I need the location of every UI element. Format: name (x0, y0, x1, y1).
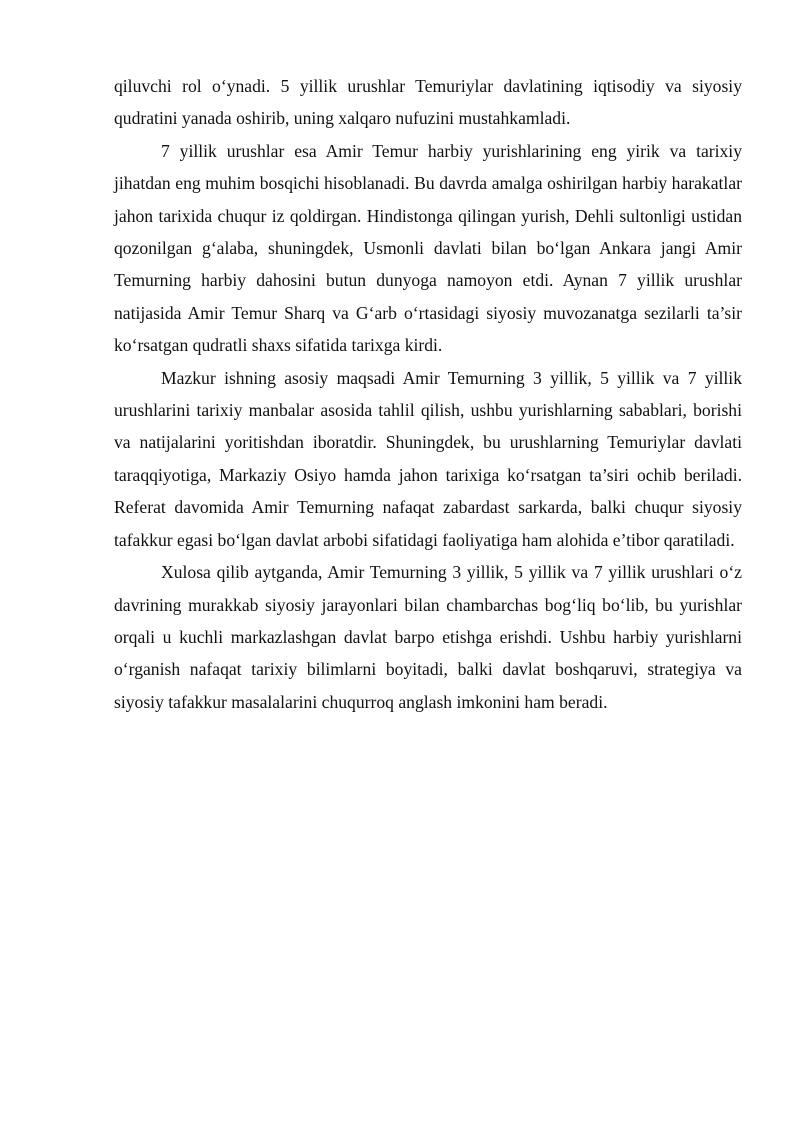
paragraph-4: Xulosa qilib aytganda, Amir Temurning 3 yillik, 5 yillik va 7 yillik urushlari o‘z davrining murakkab siyosiy jarayonlari bilan chambarchas bog‘liq bo‘lib, bu yurishlar orqali u kuchli markazlashgan davlat barpo etishga erishdi. Ushbu harbiy yurishlarni o‘rganish nafaqat tarixiy bilimlarni boyitadi, balki davlat boshqaruvi, strategiya va siyosiy tafakkur masalalarini chuqurroq anglash imkonini ham beradi. (114, 562, 742, 712)
paragraph-3: Mazkur ishning asosiy maqsadi Amir Temurning 3 yillik, 5 yillik va 7 yillik urushlarini tarixiy manbalar asosida tahlil qilish, ushbu yurishlarning sabablari, borishi va natijalarini yoritishdan iboratdir. Shuningdek, bu urushlarning Temuriylar davlati taraqqiyotiga, Markaziy Osiyo hamda jahon tarixiga ko‘rsatgan ta’siri ochib beriladi. Referat davomida Amir Temurning nafaqat zabardast sarkarda, balki chuqur siyosiy tafakkur egasi bo‘lgan davlat arbobi sifatidagi faoliyatiga ham alohida e’tibor qaratiladi. (114, 367, 742, 550)
paragraph-1: qiluvchi rol o‘ynadi. 5 yillik urushlar Temuriylar davlatining iqtisodiy va siyosiy qudratini yanada oshirib, uning xalqaro nufuzini mustahkamladi. (114, 76, 742, 129)
document-body (114, 70, 742, 718)
paragraph-2: 7 yillik urushlar esa Amir Temur harbiy yurishlarining eng yirik va tarixiy jihatdan eng muhim bosqichi hisoblanadi. Bu davrda amalga oshirilgan harbiy harakatlar jahon tarixida chuqur iz qoldirgan. Hindistonga qilingan yurish, Dehli sultonligi ustidan qozonilgan g‘alaba, shuningdek, Usmonli davlati bilan bo‘lgan Ankara jangi Amir Temurning harbiy dahosini butun dunyoga namoyon etdi. Aynan 7 yillik urushlar natijasida Amir Temur Sharq va G‘arb o‘rtasidagi siyosiy muvozanatga sezilarli ta’sir ko‘rsatgan qudratli shaxs sifatida tarixga kirdi. (114, 140, 742, 356)
